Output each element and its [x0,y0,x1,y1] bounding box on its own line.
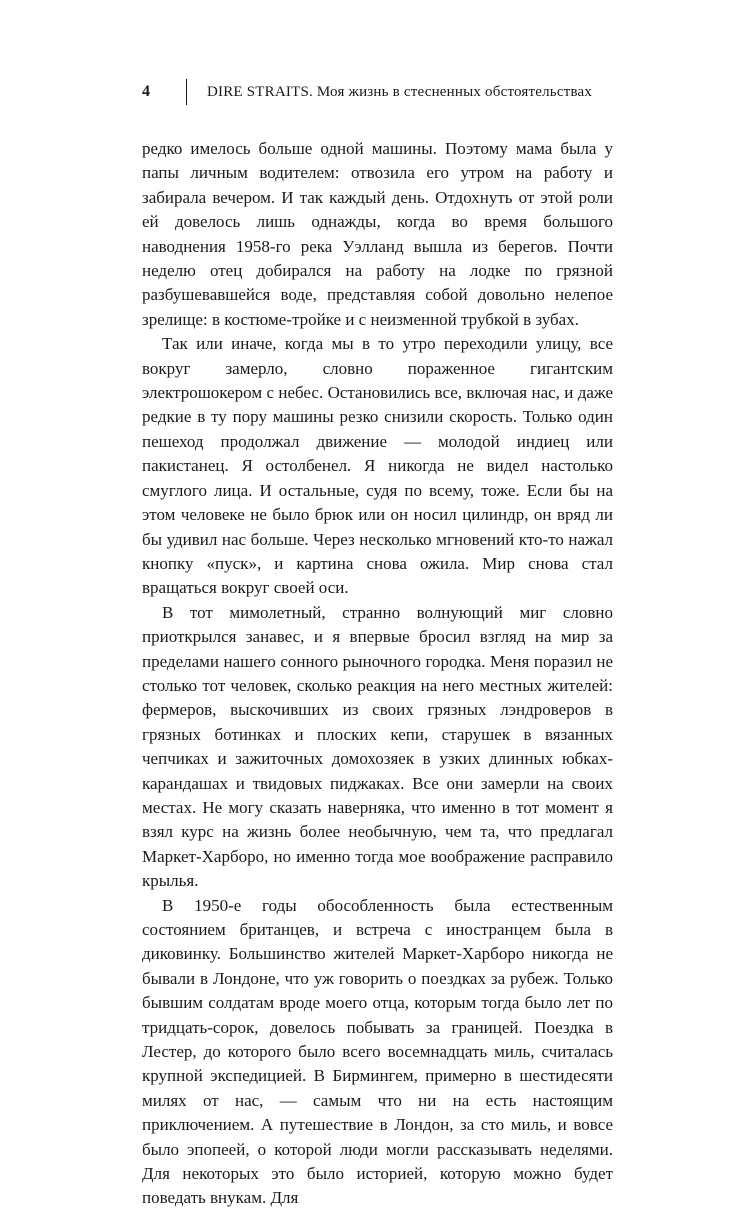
body-text [142,137,613,1211]
paragraph: Так или иначе, когда мы в то утро переходили улицу, все вокруг замерло, словно пораженное гигантским электрошокером с небес. Остановились все, включая нас, и даже редкие в ту пору машины резко снизили скорость. Только один пешеход продолжал движение — молодой индиец или пакистанец. Я остолбенел. Я никогда не видел настолько смуглого лица. И остальные, судя по всему, тоже. Если бы на этом человеке не было брюк или он носил цилиндр, он вряд ли бы удивил нас больше. Через несколько мгновений кто-то нажал кнопку «пуск», и картина снова ожила. Мир снова стал вращаться вокруг своей оси. [142,334,613,598]
paragraph-continuation: редко имелось больше одной машины. Поэтому мама была у папы личным водителем: отвозила его утром на работу и забирала вечером. И так каждый день. Отдохнуть от этой роли ей довелось лишь однажды, когда во время большого наводнения 1958-го река Уэлланд вышла из берегов. Почти неделю отец добирался на работу на лодке по грязной разбушевавшейся воде, представляя собой довольно нелепое зрелище: в костюме-тройке и с неизменной трубкой в зубах. [142,139,613,329]
running-title: DIRE STRAITS. Моя жизнь в стесненных обстоятельствах [207,83,593,100]
running-head [142,78,612,106]
paragraph: В тот мимолетный, странно волнующий миг словно приоткрылся занавес, и я впервые бросил взгляд на мир за пределами нашего сонного рыночного городка. Меня поразил не столько тот человек, сколько реакция на него местных жителей: фермеров, выскочивших из своих грязных лэндроверов в грязных ботинках и плоских кепи, старушек в вязанных чепчиках и зажиточных домохозяек в узких длинных юбках-карандашах и твидовых пиджаках. Все они замерли на своих местах. Не могу сказать наверняка, что именно в тот момент я взял курс на жизнь более необычную, чем та, что предлагал Маркет-Харборо, но именно тогда мое воображение расправило крылья. [142,602,613,891]
paragraph: В 1950-е годы обособленность была естественным состоянием британцев, и встреча с иностранцем была в диковинку. Большинство жителей Маркет-Харборо никогда не бывали в Лондоне, что уж говорить о поездках за рубеж. Только бывшим солдатам вроде моего отца, которым тогда было лет по тридцать-сорок, довелось побывать за границей. Поездка в Лестер, до которого было всего восемнадцать миль, считалась крупной экспедицией. В Бирмингем, примерно в шестидесяти милях от нас, — самым что ни на есть настоящим приключением. А путешествие в Лондон, за сто миль, и вовсе было эпопеей, о которой люди могли рассказывать неделями. Для некоторых это было историей, которую можно будет поведать внукам. Для [142,895,613,1208]
header-divider [186,79,187,105]
page-number: 4 [142,83,151,100]
